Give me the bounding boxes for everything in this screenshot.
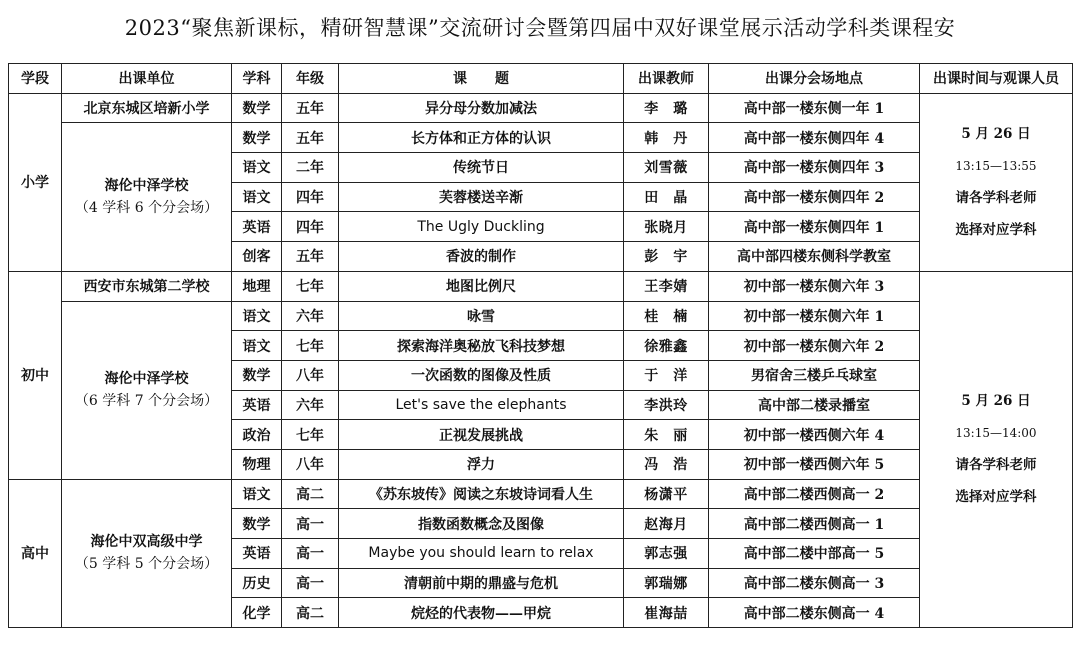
venue-cell: 高中部二楼西侧高一 2 xyxy=(709,479,920,509)
teacher-cell: 李 璐 xyxy=(624,93,709,123)
stage-cell-senior: 高中 xyxy=(9,479,62,627)
stage-cell-primary: 小学 xyxy=(9,93,62,271)
subject-cell: 历史 xyxy=(232,568,282,598)
teacher-cell: 李洪玲 xyxy=(624,390,709,420)
unit-cell xyxy=(62,301,232,479)
time-note-2: 选择对应学科 xyxy=(955,489,1037,506)
venue-cell: 高中部一楼东侧四年 4 xyxy=(709,123,920,153)
grade-cell: 二年 xyxy=(282,153,339,183)
topic-cell: 一次函数的图像及性质 xyxy=(339,360,624,390)
grade-cell: 五年 xyxy=(282,242,339,272)
subject-cell: 物理 xyxy=(232,449,282,479)
time-note-1: 请各学科老师 xyxy=(955,457,1037,474)
topic-cell: 咏雪 xyxy=(339,301,624,331)
subject-cell: 语文 xyxy=(232,153,282,183)
venue-cell: 初中部一楼东侧六年 2 xyxy=(709,331,920,361)
time-date: 5 月 26 日 xyxy=(961,393,1031,410)
topic-cell: 探索海洋奥秘放飞科技梦想 xyxy=(339,331,624,361)
teacher-cell: 于 洋 xyxy=(624,360,709,390)
venue-cell: 高中部二楼东侧高一 3 xyxy=(709,568,920,598)
grade-cell: 七年 xyxy=(282,331,339,361)
unit-cell: 北京东城区培新小学 xyxy=(62,93,232,123)
unit-name: 海伦中泽学校 xyxy=(104,371,189,388)
subject-cell: 数学 xyxy=(232,93,282,123)
venue-cell: 初中部一楼西侧六年 4 xyxy=(709,420,920,450)
topic-cell: 《苏东坡传》阅读之东坡诗词看人生 xyxy=(339,479,624,509)
subject-cell: 语文 xyxy=(232,331,282,361)
venue-cell: 高中部二楼录播室 xyxy=(709,390,920,420)
schedule-table xyxy=(8,63,1073,628)
unit-sub: （6 学科 7 个分会场） xyxy=(74,393,219,410)
table-row xyxy=(9,123,1073,153)
unit-name: 海伦中泽学校 xyxy=(104,178,189,195)
venue-cell: 高中部一楼东侧一年 1 xyxy=(709,93,920,123)
venue-cell: 高中部二楼西侧高一 1 xyxy=(709,509,920,539)
teacher-cell: 彭 宇 xyxy=(624,242,709,272)
stage-cell-junior: 初中 xyxy=(9,271,62,479)
table-row xyxy=(9,271,1073,301)
subject-cell: 数学 xyxy=(232,123,282,153)
time-note-1: 请各学科老师 xyxy=(955,190,1037,207)
teacher-cell: 赵海月 xyxy=(624,509,709,539)
subject-cell: 数学 xyxy=(232,509,282,539)
unit-sub: （4 学科 6 个分会场） xyxy=(74,200,219,217)
grade-cell: 八年 xyxy=(282,449,339,479)
grade-cell: 六年 xyxy=(282,390,339,420)
header-row xyxy=(9,64,1073,94)
venue-cell: 初中部一楼东侧六年 3 xyxy=(709,271,920,301)
header-time: 出课时间与观课人员 xyxy=(920,64,1073,94)
venue-cell: 高中部一楼东侧四年 1 xyxy=(709,212,920,242)
venue-cell: 高中部一楼东侧四年 3 xyxy=(709,153,920,183)
teacher-cell: 杨潇平 xyxy=(624,479,709,509)
grade-cell: 六年 xyxy=(282,301,339,331)
grade-cell: 四年 xyxy=(282,182,339,212)
table-row xyxy=(9,301,1073,331)
teacher-cell: 张晓月 xyxy=(624,212,709,242)
subject-cell: 英语 xyxy=(232,539,282,569)
topic-cell: 传统节日 xyxy=(339,153,624,183)
grade-cell: 高一 xyxy=(282,509,339,539)
topic-cell: Maybe you should learn to relax xyxy=(339,539,624,569)
topic-cell: 香波的制作 xyxy=(339,242,624,272)
topic-cell: 正视发展挑战 xyxy=(339,420,624,450)
teacher-cell: 朱 丽 xyxy=(624,420,709,450)
teacher-cell: 田 晶 xyxy=(624,182,709,212)
unit-cell xyxy=(62,123,232,271)
grade-cell: 八年 xyxy=(282,360,339,390)
table-row xyxy=(9,93,1073,123)
teacher-cell: 郭志强 xyxy=(624,539,709,569)
header-teacher: 出课教师 xyxy=(624,64,709,94)
grade-cell: 七年 xyxy=(282,420,339,450)
header-topic: 课 题 xyxy=(339,64,624,94)
grade-cell: 五年 xyxy=(282,93,339,123)
venue-cell: 高中部一楼东侧四年 2 xyxy=(709,182,920,212)
venue-cell: 男宿舍三楼乒乓球室 xyxy=(709,360,920,390)
topic-cell: 烷烃的代表物——甲烷 xyxy=(339,598,624,628)
time-cell-secondary xyxy=(920,271,1073,627)
time-range: 13:15—13:55 xyxy=(955,159,1037,174)
grade-cell: 四年 xyxy=(282,212,339,242)
venue-cell: 高中部四楼东侧科学教室 xyxy=(709,242,920,272)
topic-cell: The Ugly Duckling xyxy=(339,212,624,242)
document-title: 2023“聚焦新课标，精研智慧课”交流研讨会暨第四届中双好课堂展示活动学科类课程安 xyxy=(124,16,956,40)
subject-cell: 语文 xyxy=(232,182,282,212)
topic-cell: 芙蓉楼送辛渐 xyxy=(339,182,624,212)
grade-cell: 高一 xyxy=(282,568,339,598)
header-venue: 出课分会场地点 xyxy=(709,64,920,94)
header-grade: 年级 xyxy=(282,64,339,94)
subject-cell: 语文 xyxy=(232,479,282,509)
grade-cell: 高二 xyxy=(282,598,339,628)
topic-cell: 长方体和正方体的认识 xyxy=(339,123,624,153)
table-row xyxy=(9,479,1073,509)
grade-cell: 七年 xyxy=(282,271,339,301)
header-unit: 出课单位 xyxy=(62,64,232,94)
time-cell-primary xyxy=(920,93,1073,271)
venue-cell: 高中部二楼东侧高一 4 xyxy=(709,598,920,628)
subject-cell: 英语 xyxy=(232,390,282,420)
grade-cell: 高一 xyxy=(282,539,339,569)
subject-cell: 语文 xyxy=(232,301,282,331)
topic-cell: 异分母分数加减法 xyxy=(339,93,624,123)
subject-cell: 英语 xyxy=(232,212,282,242)
teacher-cell: 刘雪薇 xyxy=(624,153,709,183)
venue-cell: 高中部二楼中部高一 5 xyxy=(709,539,920,569)
time-date: 5 月 26 日 xyxy=(961,126,1031,143)
grade-cell: 五年 xyxy=(282,123,339,153)
venue-cell: 初中部一楼西侧六年 5 xyxy=(709,449,920,479)
topic-cell: 指数函数概念及图像 xyxy=(339,509,624,539)
unit-sub: （5 学科 5 个分会场） xyxy=(74,556,219,573)
subject-cell: 化学 xyxy=(232,598,282,628)
unit-cell xyxy=(62,479,232,627)
teacher-cell: 郭瑞娜 xyxy=(624,568,709,598)
unit-name: 海伦中双高级中学 xyxy=(90,534,203,551)
teacher-cell: 冯 浩 xyxy=(624,449,709,479)
venue-cell: 初中部一楼东侧六年 1 xyxy=(709,301,920,331)
subject-cell: 创客 xyxy=(232,242,282,272)
subject-cell: 地理 xyxy=(232,271,282,301)
teacher-cell: 徐雅鑫 xyxy=(624,331,709,361)
grade-cell: 高二 xyxy=(282,479,339,509)
topic-cell: 地图比例尺 xyxy=(339,271,624,301)
teacher-cell: 韩 丹 xyxy=(624,123,709,153)
teacher-cell: 崔海喆 xyxy=(624,598,709,628)
subject-cell: 政治 xyxy=(232,420,282,450)
teacher-cell: 桂 楠 xyxy=(624,301,709,331)
time-range: 13:15—14:00 xyxy=(955,426,1037,441)
header-subject: 学科 xyxy=(232,64,282,94)
subject-cell: 数学 xyxy=(232,360,282,390)
topic-cell: Let's save the elephants xyxy=(339,390,624,420)
time-note-2: 选择对应学科 xyxy=(955,222,1037,239)
unit-cell: 西安市东城第二学校 xyxy=(62,271,232,301)
topic-cell: 清朝前中期的鼎盛与危机 xyxy=(339,568,624,598)
header-stage: 学段 xyxy=(9,64,62,94)
topic-cell: 浮力 xyxy=(339,449,624,479)
teacher-cell: 王李婧 xyxy=(624,271,709,301)
